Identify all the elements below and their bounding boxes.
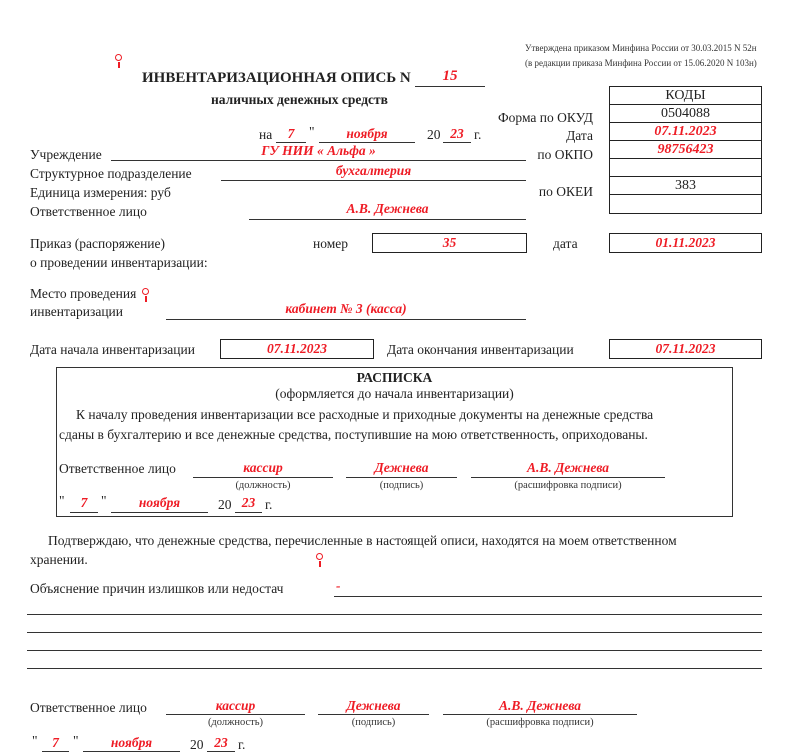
receipt-year[interactable]: 23 — [241, 495, 256, 510]
okud-value[interactable]: 0504088 — [610, 105, 761, 123]
responsible-underline — [249, 219, 526, 220]
order-date-field[interactable]: 01.11.2023 — [609, 233, 762, 253]
confirmation-text-line1: Подтверждаю, что денежные средства, перечисленные в настоящей описи, находятся на моем ответственном — [48, 533, 677, 548]
start-date-label: Дата начала инвентаризации — [30, 342, 195, 357]
okei-value[interactable]: 383 — [610, 177, 761, 195]
start-date-field[interactable]: 07.11.2023 — [220, 339, 374, 359]
approval-note-line2: (в редакции приказа Минфина России от 15.06.2020 N 103н) — [525, 58, 757, 68]
receipt-year-suffix: г. — [265, 497, 273, 512]
footer-signature[interactable]: Дежнева — [346, 698, 401, 713]
receipt-quote-close: " — [101, 493, 107, 508]
explanation-value[interactable]: - — [336, 578, 341, 593]
explanation-line[interactable] — [27, 614, 762, 615]
inventory-number-underline — [415, 86, 485, 87]
order-number-field[interactable]: 35 — [372, 233, 527, 253]
location-pin-icon[interactable] — [113, 54, 125, 70]
receipt-day[interactable]: 7 — [80, 495, 88, 510]
receipt-responsible-label: Ответственное лицо — [59, 461, 176, 476]
date-code-value[interactable]: 07.11.2023 — [610, 123, 761, 141]
codes-header: КОДЫ — [610, 87, 761, 105]
receipt-position[interactable]: кассир — [243, 460, 283, 475]
date-code-label: Дата — [566, 128, 593, 143]
inventory-number[interactable]: 15 — [442, 68, 458, 84]
receipt-signature-decoded[interactable]: А.В. Дежнева — [526, 460, 610, 475]
codes-table — [609, 86, 762, 214]
okud-label: Форма по ОКУД — [497, 110, 593, 125]
receipt-day-underline — [70, 512, 98, 513]
responsible-label: Ответственное лицо — [30, 204, 147, 219]
place-label-line2: инвентаризации — [30, 304, 123, 319]
institution-value[interactable]: ГУ НИИ « Альфа » — [261, 143, 376, 158]
responsible-value[interactable]: А.В. Дежнева — [346, 201, 429, 216]
footer-year-prefix: 20 — [190, 737, 204, 752]
receipt-text-line2: сданы в бухгалтерию и все денежные средства, поступившие на мою ответственность, оприходованы. — [59, 427, 648, 442]
date-suffix: г. — [474, 127, 482, 142]
page-subtitle: наличных денежных средств — [211, 92, 388, 107]
receipt-signature-underline — [346, 477, 457, 478]
footer-year-underline — [207, 751, 235, 752]
footer-position-underline — [166, 714, 305, 715]
place-value[interactable]: кабинет № 3 (касса) — [285, 301, 407, 316]
footer-signature-caption: (подпись) — [351, 717, 396, 728]
end-date-field[interactable]: 07.11.2023 — [609, 339, 762, 359]
order-label-line2: о проведении инвентаризации: — [30, 255, 208, 270]
place-underline — [166, 319, 526, 320]
department-value[interactable]: бухгалтерия — [335, 163, 412, 178]
receipt-text-line1: К началу проведения инвентаризации все расходные и приходные документы на денежные средства — [76, 407, 654, 422]
receipt-signature-caption: (подпись) — [379, 480, 424, 491]
receipt-signature[interactable]: Дежнева — [374, 460, 429, 475]
location-pin-icon[interactable] — [140, 288, 152, 304]
footer-year[interactable]: 23 — [214, 735, 228, 750]
order-number-label: номер — [313, 236, 349, 251]
footer-day-underline — [42, 751, 69, 752]
location-pin-icon[interactable] — [314, 553, 326, 569]
explanation-underline — [334, 596, 762, 597]
receipt-decoded-caption: (расшифровка подписи) — [514, 480, 622, 491]
confirmation-text-line2: хранении. — [30, 552, 88, 567]
receipt-title: РАСПИСКА — [356, 370, 433, 385]
institution-label: Учреждение — [30, 147, 102, 162]
date-month[interactable]: ноября — [346, 126, 388, 141]
date-year-prefix: 20 — [427, 127, 441, 142]
codes-empty-row[interactable] — [610, 195, 761, 213]
footer-decoded-underline — [443, 714, 637, 715]
unit-label: Единица измерения: руб — [30, 185, 171, 200]
footer-decoded-caption: (расшифровка подписи) — [486, 717, 594, 728]
receipt-year-underline — [235, 512, 262, 513]
date-prefix: на — [259, 127, 273, 142]
order-label-line1: Приказ (распоряжение) — [30, 236, 166, 251]
footer-month-underline — [83, 751, 180, 752]
footer-position-caption: (должность) — [207, 717, 264, 728]
receipt-position-caption: (должность) — [235, 480, 291, 491]
place-label-line1: Место проведения — [30, 286, 137, 301]
institution-underline — [111, 160, 526, 161]
footer-day[interactable]: 7 — [52, 735, 59, 750]
footer-quote-open: " — [32, 733, 38, 748]
page-title: ИНВЕНТАРИЗАЦИОННАЯ ОПИСЬ N — [142, 70, 411, 86]
date-day[interactable]: 7 — [287, 126, 295, 141]
receipt-subtitle: (оформляется до начала инвентаризации) — [275, 386, 514, 401]
end-date-label: Дата окончания инвентаризации — [387, 342, 574, 357]
footer-month[interactable]: ноября — [110, 735, 153, 750]
receipt-position-underline — [193, 477, 333, 478]
footer-signature-decoded[interactable]: А.В. Дежнева — [498, 698, 582, 713]
receipt-decoded-underline — [471, 477, 665, 478]
footer-responsible-label: Ответственное лицо — [30, 700, 147, 715]
date-quote: " — [309, 124, 315, 139]
footer-signature-underline — [318, 714, 429, 715]
approval-note-line1: Утверждена приказом Минфина России от 30.03.2015 N 52н — [525, 43, 757, 53]
explanation-line[interactable] — [27, 632, 762, 633]
okpo-value[interactable]: 98756423 — [610, 141, 761, 159]
footer-position[interactable]: кассир — [215, 698, 256, 713]
receipt-year-prefix: 20 — [218, 497, 232, 512]
receipt-month[interactable]: ноября — [138, 495, 181, 510]
order-date-label: дата — [553, 236, 578, 251]
date-year[interactable]: 23 — [450, 126, 464, 141]
explanation-label: Объяснение причин излишков или недостач — [30, 581, 284, 596]
explanation-line[interactable] — [27, 650, 762, 651]
department-label: Структурное подразделение — [30, 166, 192, 181]
receipt-month-underline — [111, 512, 208, 513]
okei-label: по ОКЕИ — [538, 184, 593, 199]
receipt-quote-open: " — [59, 493, 65, 508]
codes-empty-row[interactable] — [610, 159, 761, 177]
department-underline — [221, 180, 526, 181]
footer-quote-close: " — [73, 733, 79, 748]
okpo-label: по ОКПО — [537, 147, 593, 162]
explanation-line[interactable] — [27, 668, 762, 669]
footer-year-suffix: г. — [238, 737, 246, 752]
